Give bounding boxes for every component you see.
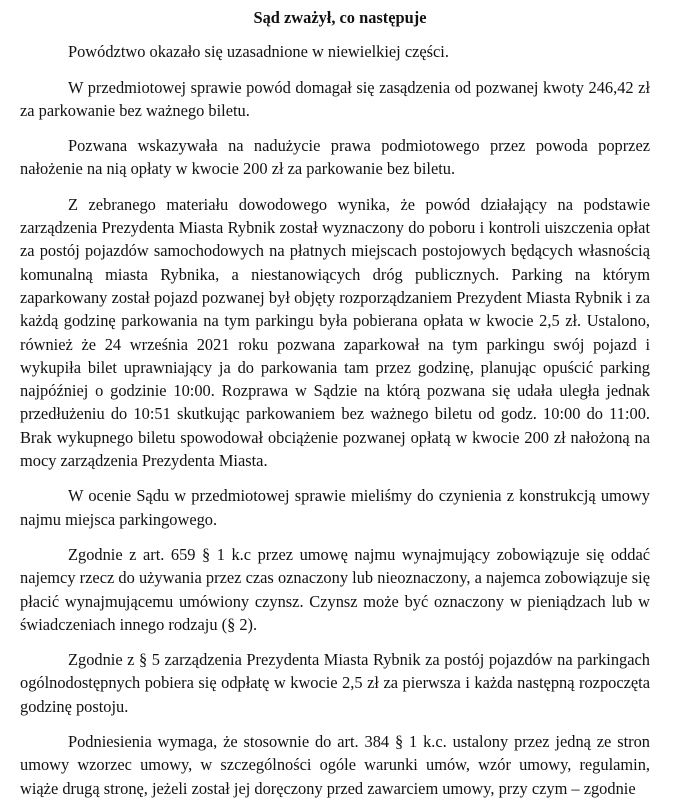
- paragraph-7: Zgodnie z § 5 zarządzenia Prezydenta Miasta Rybnik za postój pojazdów na parkingach ogólnodostępnych pobiera się odpłatę w kwocie 2,5 zł za pierwsza i każda następną rozpoczęta godzinę postoju.: [20, 650, 650, 716]
- paragraph-1: Powództwo okazało się uzasadnione w niewielkiej części.: [68, 42, 449, 62]
- paragraph-5: W ocenie Sądu w przedmiotowej sprawie mieliśmy do czynienia z konstrukcją umowy najmu miejsca parkingowego.: [20, 486, 650, 529]
- paragraph-3: Pozwana wskazywała na nadużycie prawa podmiotowego przez powoda poprzez nałożenie na nią opłaty w kwocie 200 zł za parkowanie bez biletu.: [20, 136, 650, 179]
- paragraph-8: Podniesienia wymaga, że stosownie do art. 384 § 1 k.c. ustalony przez jedną ze stron umowy wzorzec umowy, w szczególności ogóle warunki umów, wzór umowy, regulamin, wiąże drugą stronę, jeżeli został jej doręczony przed zawarciem umowy, przy czym – zgodnie: [20, 732, 650, 798]
- document-page: [20, 0, 650, 800]
- paragraph-2: W przedmiotowej sprawie powód domagał się zasądzenia od pozwanej kwoty 246,42 zł za parkowanie bez ważnego biletu.: [20, 77, 650, 120]
- paragraph-6: Zgodnie z art. 659 § 1 k.c przez umowę najmu wynajmujący zobowiązuje się oddać najemcy rzecz do używania przez czas oznaczony lub nieoznaczony, a najemca zobowiązuje się płacić wynajmującemu umówiony czynsz. Czynsz może być oznaczony w pieniądzach lub w świadczeniach innego rodzaju (§ 2).: [20, 544, 650, 634]
- section-heading: Sąd zważył, co następuje: [253, 8, 427, 27]
- paragraph-4: Z zebranego materiału dowodowego wynika, że powód działający na podstawie zarządzenia Prezydenta Miasta Rybnik został wyznaczony do poboru i kontroli uiszczenia opłat za postój pojazdów samochodowych na płatnych miejscach postojowych będących własnością komunalną miasta Rybnika, a niestanowiących dróg publicznych. Parking na którym zaparkowany został pojazd pozwanej był objęty rozporządzaniem Prezydent Miasta Rybnik i za każdą godzinę parkowania na tym parkingu była pobierana opłata w kwocie 2,5 zł. Ustalono, również że 24 września 2021 roku pozwana zaparkował na tym parkingu swój pojazd i wykupiła bilet uprawniający ja do parkowania tam przez godzinę, planując opuścić parking najpóźniej o godzinie 10:00. Rozprawa w Sądzie na którą pozwana się udała uległa jednak przedłużeniu do 10:51 skutkując parkowaniem bez ważnego biletu od godz. 10:00 do 11:00. Brak wykupnego biletu spowodował obciążenie pozwanej opłatą w kwocie 200 zł nałożoną na mocy zarządzenia Prezydenta Miasta.: [20, 194, 650, 471]
